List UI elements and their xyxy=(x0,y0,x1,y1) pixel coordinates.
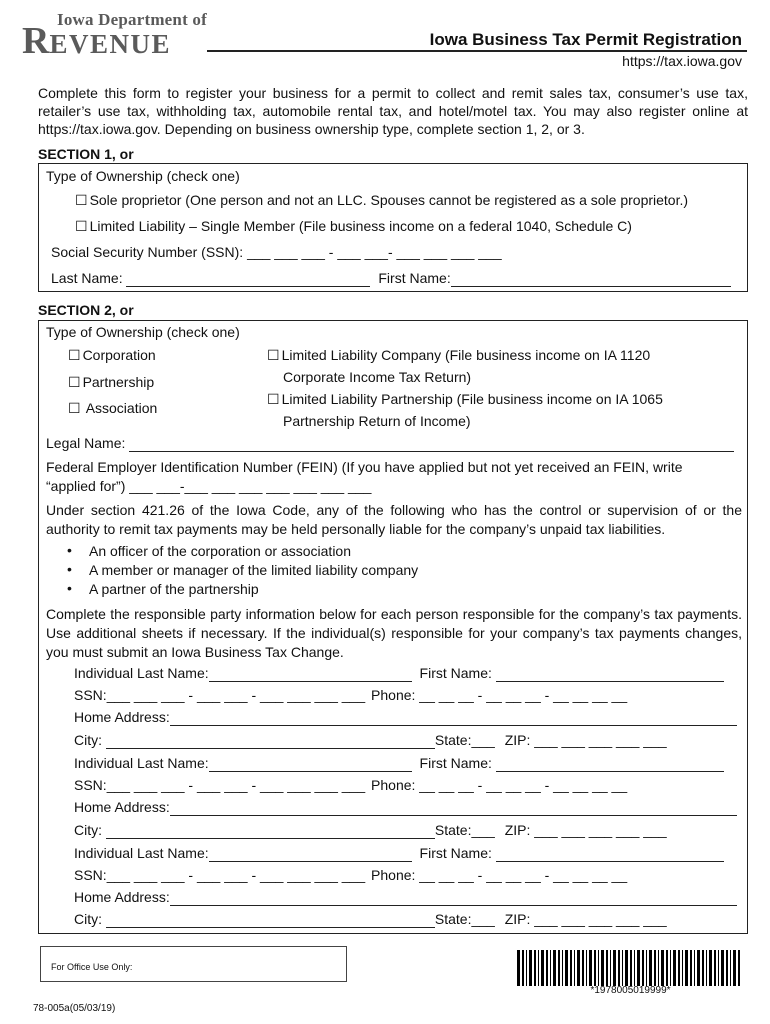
s2-fein-text-2: “applied for”) xyxy=(46,478,126,494)
barcode-bar xyxy=(637,950,640,986)
s2-legal-name-field[interactable] xyxy=(129,435,734,452)
dept-logo-top: Iowa Department of xyxy=(57,10,207,29)
p3-home-label: Home Address: xyxy=(74,889,170,905)
barcode-bar xyxy=(570,950,572,986)
p2-ssn-label: SSN: xyxy=(74,777,107,793)
barcode-bar xyxy=(522,950,524,986)
barcode-bar xyxy=(565,950,568,986)
p2-home-field[interactable] xyxy=(170,799,737,816)
s2-option-llp-label: Limited Liability Partnership (File business income on IA 1065 xyxy=(281,391,663,407)
s2-legal-name-row xyxy=(46,435,734,452)
barcode-number: *1978005019999* xyxy=(590,985,671,996)
p1-ssn-blanks[interactable]: ___ ___ ___ - ___ ___ - ___ ___ ___ ___ xyxy=(106,687,366,703)
p1-first-name-label: First Name: xyxy=(419,665,492,681)
p1-ssn-label: SSN: xyxy=(74,687,107,703)
s2-option-association[interactable] xyxy=(68,400,157,417)
barcode-bar xyxy=(685,950,688,986)
p1-city-field[interactable] xyxy=(106,732,435,749)
barcode-bar xyxy=(577,950,580,986)
s2-option-corp[interactable] xyxy=(68,347,156,364)
s2-legal-name-label: Legal Name: xyxy=(46,435,126,451)
s2-option-llc-label: Limited Liability Company (File business income on IA 1120 xyxy=(281,347,651,363)
p3-ssn-row xyxy=(74,867,627,883)
s1-option-sole[interactable] xyxy=(75,192,688,209)
barcode-bar xyxy=(646,950,647,986)
barcode-bar xyxy=(673,950,676,986)
p3-city-label: City: xyxy=(74,911,102,927)
barcode-bar xyxy=(582,950,584,986)
barcode-bar xyxy=(694,950,695,986)
barcode-bar xyxy=(534,950,536,986)
s2-option-partnership-label: Partnership xyxy=(82,374,155,390)
p1-last-name-label: Individual Last Name: xyxy=(74,665,209,681)
barcode-bar xyxy=(666,950,668,986)
checkbox-icon[interactable]: ☐ xyxy=(267,391,280,407)
barcode-bar xyxy=(618,950,620,986)
section1-box xyxy=(38,163,748,292)
p3-ssn-label: SSN: xyxy=(74,867,107,883)
form-title: Iowa Business Tax Permit Registration xyxy=(429,30,742,49)
barcode-bar xyxy=(726,950,728,986)
logo-rest: EVENUE xyxy=(49,29,171,59)
s2-fein-row[interactable] xyxy=(46,478,371,494)
p3-city-field[interactable] xyxy=(106,911,435,928)
s2-ownership-label: Type of Ownership (check one) xyxy=(46,324,240,340)
checkbox-icon[interactable]: ☐ xyxy=(68,347,81,363)
p1-phone-label: Phone: xyxy=(371,687,416,703)
p2-city-field[interactable] xyxy=(106,822,435,839)
barcode-bar xyxy=(526,950,527,986)
barcode-bar xyxy=(586,950,587,986)
barcode-bar xyxy=(558,950,560,986)
p2-phone-label: Phone: xyxy=(371,777,416,793)
p1-zip-label: ZIP: xyxy=(504,732,531,748)
p2-zip-label: ZIP: xyxy=(504,822,531,838)
barcode-bar xyxy=(553,950,556,986)
s2-option-llp[interactable] xyxy=(267,391,663,408)
barcode-bar xyxy=(718,950,719,986)
form-number: 78-005a(05/03/19) xyxy=(33,1003,116,1014)
barcode-bar xyxy=(550,950,551,986)
p1-ssn-row xyxy=(74,687,627,703)
checkbox-icon[interactable]: ☐ xyxy=(267,347,280,363)
p2-address-row xyxy=(74,799,737,816)
barcode-bar xyxy=(594,950,596,986)
p2-city-row xyxy=(74,822,667,839)
barcode-bar xyxy=(661,950,664,986)
p3-address-row xyxy=(74,889,737,906)
s1-last-name-field[interactable] xyxy=(126,270,370,287)
barcode-bar xyxy=(538,950,539,986)
barcode-bar xyxy=(574,950,575,986)
barcode-bar xyxy=(546,950,548,986)
barcode-bar xyxy=(589,950,592,986)
s1-ssn-row[interactable] xyxy=(51,244,502,260)
p1-home-field[interactable] xyxy=(170,709,737,726)
barcode-bar xyxy=(682,950,683,986)
barcode-bar xyxy=(562,950,563,986)
p1-last-name-field[interactable] xyxy=(209,665,412,682)
section2-box xyxy=(38,320,748,934)
barcode-bar xyxy=(630,950,632,986)
barcode-bar xyxy=(601,950,604,986)
barcode-bar xyxy=(606,950,608,986)
s2-liable-list xyxy=(63,543,418,600)
barcode-bar xyxy=(690,950,692,986)
s2-fein-blanks[interactable]: ___ ___-___ ___ ___ ___ ___ ___ ___ xyxy=(129,478,372,494)
p1-city-label: City: xyxy=(74,732,102,748)
barcode-bar xyxy=(709,950,712,986)
revenue-logo xyxy=(22,22,171,60)
p1-address-row xyxy=(74,709,737,726)
s1-first-name-label: First Name: xyxy=(378,270,451,286)
p1-name-row xyxy=(74,665,724,682)
p2-last-name-label: Individual Last Name: xyxy=(74,755,209,771)
barcode-bar xyxy=(649,950,652,986)
office-use-box: For Office Use Only: xyxy=(40,946,347,982)
list-item: • A member or manager of the limited liability company xyxy=(63,562,418,581)
p2-last-name-field[interactable] xyxy=(209,755,412,772)
p2-state-label: State: xyxy=(434,822,472,838)
checkbox-icon[interactable]: ☐ xyxy=(68,400,81,416)
p3-zip-label: ZIP: xyxy=(504,911,531,927)
s1-option-llc-single[interactable] xyxy=(75,218,632,235)
p3-zip-blanks[interactable]: ___ ___ ___ ___ ___ xyxy=(534,911,667,927)
barcode-bar xyxy=(721,950,724,986)
intro-text: Complete this form to register your business for a permit to collect and remit sales tax, consumer’s use tax, retailer’s use tax, withholding tax, automobile rental tax, and hotel/motel tax. You may also register online at https://tax.iowa.gov. Depending on business ownership type, complete section 1, 2, or 3. xyxy=(38,85,748,137)
s2-responsible-text: Complete the responsible party information below for each person responsible for the company’s tax payments. Use additional sheets if necessary. If the individual(s) responsible for your company’s tax payments changes, you must submit an Iowa Business Tax Change. xyxy=(46,606,742,660)
s1-option-llc-label: Limited Liability – Single Member (File business income on a federal 1040, Schedule C) xyxy=(89,218,632,234)
barcode-bar xyxy=(517,950,520,986)
barcode-bar xyxy=(678,950,680,986)
p3-state-blank[interactable]: ___ xyxy=(471,911,495,927)
s2-liability-text: Under section 421.26 of the Iowa Code, any of the following who has the control or supervision of or the authority to remit tax payments may be held personally liable for the company’s unpaid tax liabilities. xyxy=(46,502,742,537)
p3-phone-blanks[interactable]: __ __ __ - __ __ __ - __ __ __ __ xyxy=(419,867,628,883)
checkbox-icon[interactable]: ☐ xyxy=(68,374,81,390)
p1-state-label: State: xyxy=(434,732,472,748)
p2-city-label: City: xyxy=(74,822,102,838)
p1-home-label: Home Address: xyxy=(74,709,170,725)
form-url[interactable]: https://tax.iowa.gov xyxy=(622,53,742,69)
barcode-bar xyxy=(738,950,740,986)
p3-first-name-field[interactable] xyxy=(496,845,724,862)
p2-name-row xyxy=(74,755,724,772)
barcode-bar xyxy=(670,950,671,986)
p2-ssn-row xyxy=(74,777,627,793)
s1-option-sole-label: Sole proprietor (One person and not an LLC. Spouses cannot be registered as a sole proprietor.) xyxy=(89,192,689,208)
checkbox-icon[interactable]: ☐ xyxy=(75,192,88,208)
barcode-bar xyxy=(714,950,716,986)
p3-last-name-label: Individual Last Name: xyxy=(74,845,209,861)
barcode xyxy=(517,950,742,986)
s1-ssn-blanks[interactable]: ___ ___ ___ - ___ ___- ___ ___ ___ ___ xyxy=(247,244,502,260)
barcode-bar xyxy=(610,950,611,986)
s2-option-corp-label: Corporation xyxy=(82,347,156,363)
barcode-bar xyxy=(706,950,707,986)
p3-city-row xyxy=(74,911,667,928)
barcode-bar xyxy=(598,950,599,986)
section1-heading: SECTION 1, or xyxy=(38,146,134,162)
barcode-bar xyxy=(613,950,616,986)
list-item: • An officer of the corporation or association xyxy=(63,543,418,562)
p1-phone-blanks[interactable]: __ __ __ - __ __ __ - __ __ __ __ xyxy=(419,687,628,703)
s2-option-association-label: Association xyxy=(85,400,158,416)
p3-home-field[interactable] xyxy=(170,889,737,906)
p3-name-row xyxy=(74,845,724,862)
p2-home-label: Home Address: xyxy=(74,799,170,815)
barcode-bar xyxy=(697,950,700,986)
section2-heading: SECTION 2, or xyxy=(38,302,134,318)
barcode-bar xyxy=(622,950,623,986)
p1-zip-blanks[interactable]: ___ ___ ___ ___ ___ xyxy=(534,732,667,748)
p3-state-label: State: xyxy=(434,911,472,927)
p1-first-name-field[interactable] xyxy=(496,665,724,682)
logo-r: R xyxy=(22,20,50,62)
barcode-bar xyxy=(730,950,731,986)
s2-option-llc[interactable] xyxy=(267,347,650,364)
s1-ssn-label: Social Security Number (SSN): xyxy=(51,244,244,260)
s1-ownership-label: Type of Ownership (check one) xyxy=(46,168,240,184)
p3-ssn-blanks[interactable]: ___ ___ ___ - ___ ___ - ___ ___ ___ ___ xyxy=(106,867,366,883)
s2-option-partnership[interactable] xyxy=(68,374,154,391)
barcode-bar xyxy=(541,950,544,986)
p2-state-blank[interactable]: ___ xyxy=(471,822,495,838)
barcode-bar xyxy=(642,950,644,986)
p3-phone-label: Phone: xyxy=(371,867,416,883)
p1-state-blank[interactable]: ___ xyxy=(471,732,495,748)
s1-first-name-field[interactable] xyxy=(451,270,731,287)
p3-last-name-field[interactable] xyxy=(209,845,412,862)
barcode-bar xyxy=(625,950,628,986)
p1-city-row xyxy=(74,732,667,749)
s1-name-row xyxy=(51,270,731,287)
barcode-bar xyxy=(733,950,736,986)
p2-first-name-label: First Name: xyxy=(419,755,492,771)
barcode-bar xyxy=(529,950,532,986)
barcode-bar xyxy=(658,950,659,986)
list-item: • A partner of the partnership xyxy=(63,581,418,600)
p2-ssn-blanks[interactable]: ___ ___ ___ - ___ ___ - ___ ___ ___ ___ xyxy=(106,777,366,793)
s1-last-name-label: Last Name: xyxy=(51,270,123,286)
s2-option-llp-label-2: Partnership Return of Income) xyxy=(283,413,471,429)
barcode-bar xyxy=(634,950,635,986)
p2-zip-blanks[interactable]: ___ ___ ___ ___ ___ xyxy=(534,822,667,838)
p3-first-name-label: First Name: xyxy=(419,845,492,861)
barcode-bar xyxy=(654,950,656,986)
barcode-bar xyxy=(702,950,704,986)
checkbox-icon[interactable]: ☐ xyxy=(75,218,88,234)
s2-option-llc-label-2: Corporate Income Tax Return) xyxy=(283,369,472,385)
s2-fein-text-1: Federal Employer Identification Number (FEIN) (If you have applied but not yet received an FEIN, write xyxy=(46,459,683,475)
p2-phone-blanks[interactable]: __ __ __ - __ __ __ - __ __ __ __ xyxy=(419,777,628,793)
p2-first-name-field[interactable] xyxy=(496,755,724,772)
header-rule xyxy=(207,50,747,52)
